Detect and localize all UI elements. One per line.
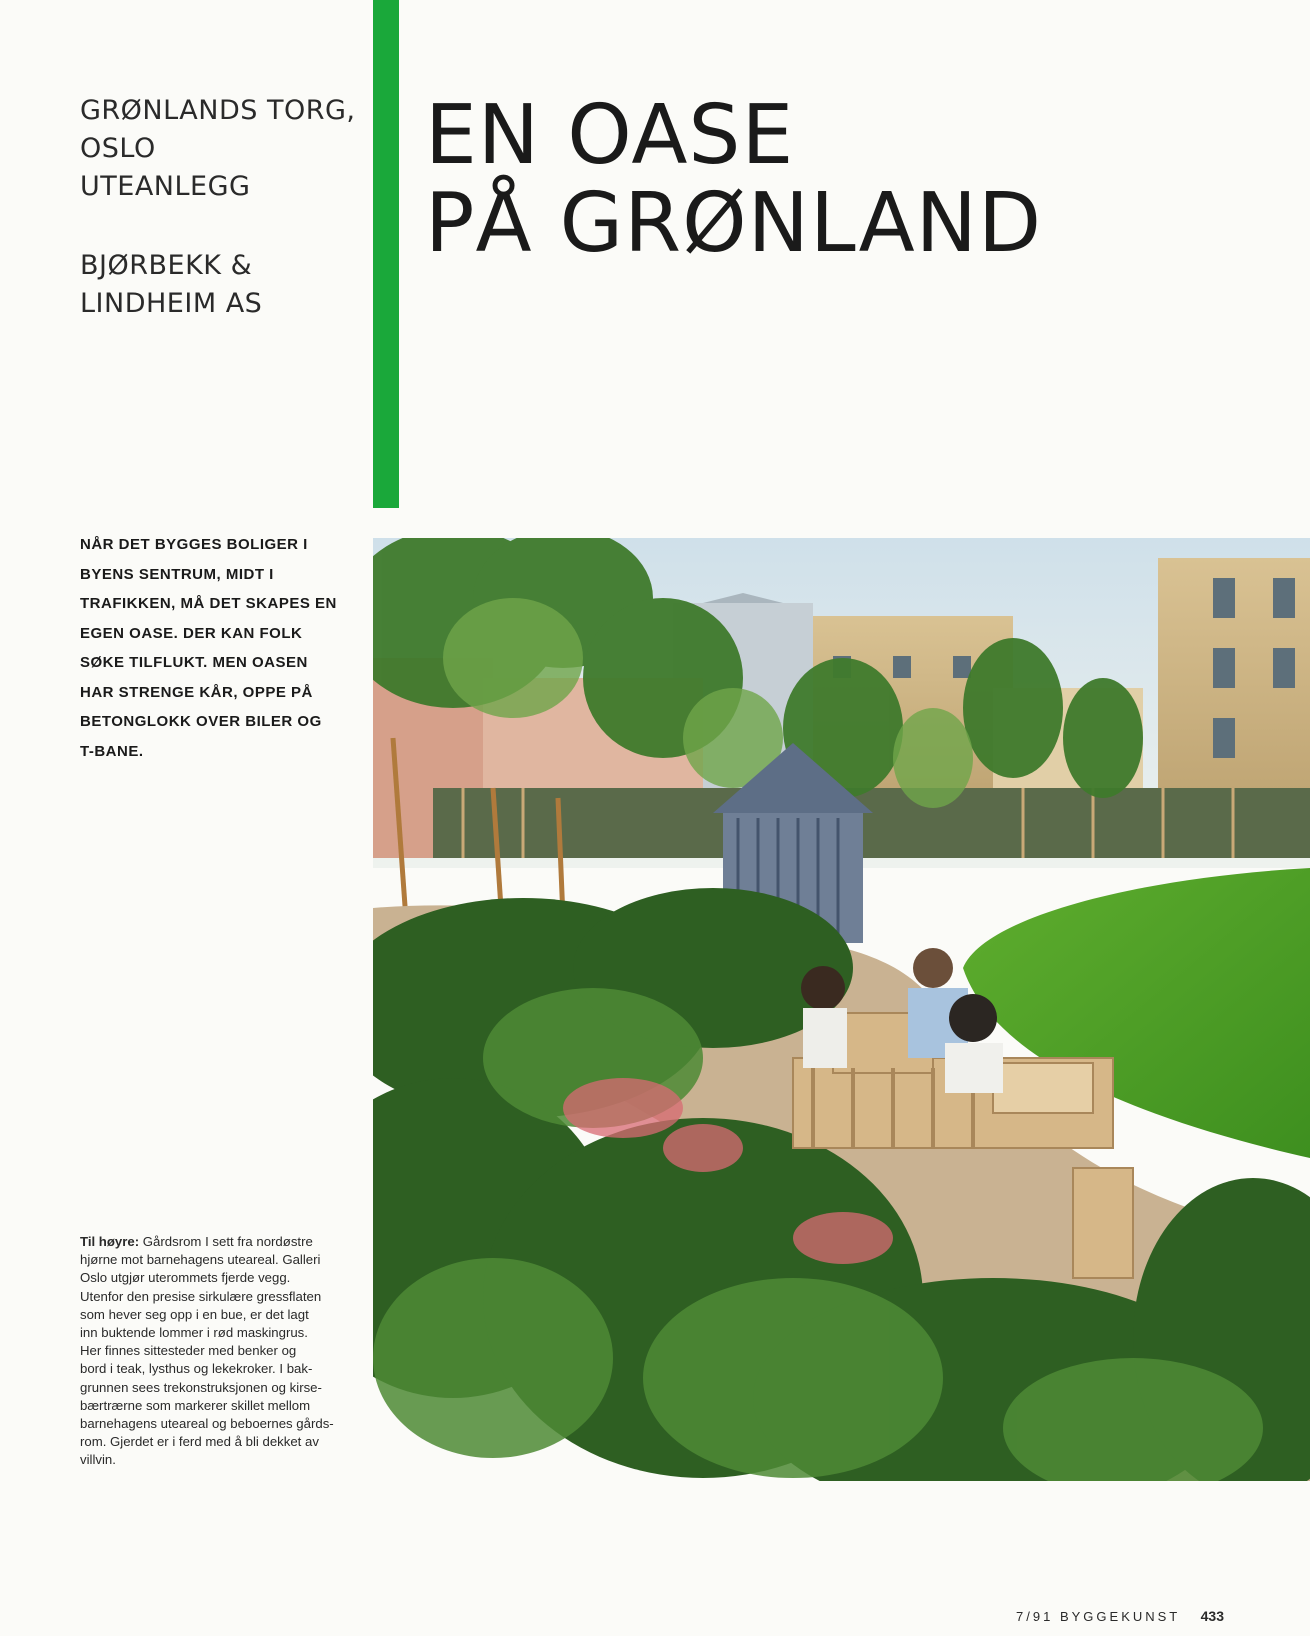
lead-line: TRAFIKKEN, MÅ DET SKAPES EN — [80, 595, 337, 612]
caption-line: barnehagens uteareal og beboernes gårds- — [80, 1416, 334, 1432]
caption-line: Oslo utgjør uterommets fjerde vegg. — [80, 1270, 291, 1286]
lead-line: NÅR DET BYGGES BOLIGER I — [80, 536, 308, 553]
caption-line: Utenfor den presise sirkulære gressflaten — [80, 1288, 322, 1304]
page-footer — [1016, 1608, 1224, 1624]
caption-first-text: Gårdsrom I sett fra nordøstre — [139, 1234, 313, 1249]
caption-line: bord i teak, lysthus og lekekroker. I bak- — [80, 1361, 313, 1377]
architect-firm-line-1: BJØRBEKK & — [80, 250, 253, 281]
caption-first-line — [80, 1233, 360, 1251]
project-title — [80, 92, 370, 206]
caption-line: grunnen sees trekonstruksjonen og kirse- — [80, 1379, 322, 1395]
photo-caption — [80, 1233, 360, 1470]
caption-line: Her finnes sittesteder med benker og — [80, 1343, 297, 1359]
caption-label: Til høyre: — [80, 1234, 140, 1249]
lead-line: BETONGLOKK OVER BILER OG — [80, 713, 322, 730]
caption-line: hjørne mot barnehagens uteareal. Galleri — [80, 1252, 321, 1268]
headline-line-1: EN OASE — [425, 88, 795, 183]
caption-line: villvin. — [80, 1452, 116, 1468]
architect-firm-line-2: LINDHEIM AS — [80, 288, 263, 319]
architect-firm — [80, 247, 370, 323]
headline-line-2: PÅ GRØNLAND — [425, 176, 1043, 271]
courtyard-illustration — [373, 538, 1310, 1481]
courtyard-photo — [373, 538, 1310, 1481]
lead-paragraph — [80, 530, 355, 766]
caption-line: bærtrærne som markerer skillet mellom — [80, 1397, 311, 1413]
lead-line: SØKE TILFLUKT. MEN OASEN — [80, 654, 308, 671]
lead-line: BYENS SENTRUM, MIDT I — [80, 565, 274, 583]
project-title-line-2: OSLO — [80, 133, 156, 164]
lead-line: EGEN OASE. DER KAN FOLK — [80, 624, 303, 642]
lead-line: HAR STRENGE KÅR, OPPE PÅ — [80, 683, 313, 701]
caption-line: som hever seg opp i en bue, er det lagt — [80, 1306, 309, 1322]
page-number: 433 — [1200, 1608, 1224, 1624]
lead-line: T-BANE. — [80, 742, 144, 760]
caption-line: inn buktende lommer i rød maskingrus. — [80, 1325, 308, 1341]
accent-bar — [373, 0, 399, 508]
caption-line: rom. Gjerdet er i ferd med å bli dekket av — [80, 1434, 319, 1450]
footer-magazine: BYGGEKUNST — [1059, 1609, 1181, 1624]
footer-issue: 7/91 — [1016, 1609, 1054, 1624]
project-title-line-1: GRØNLANDS TORG, — [80, 95, 356, 126]
project-title-line-3: UTEANLEGG — [80, 171, 251, 202]
headline — [425, 88, 1285, 271]
